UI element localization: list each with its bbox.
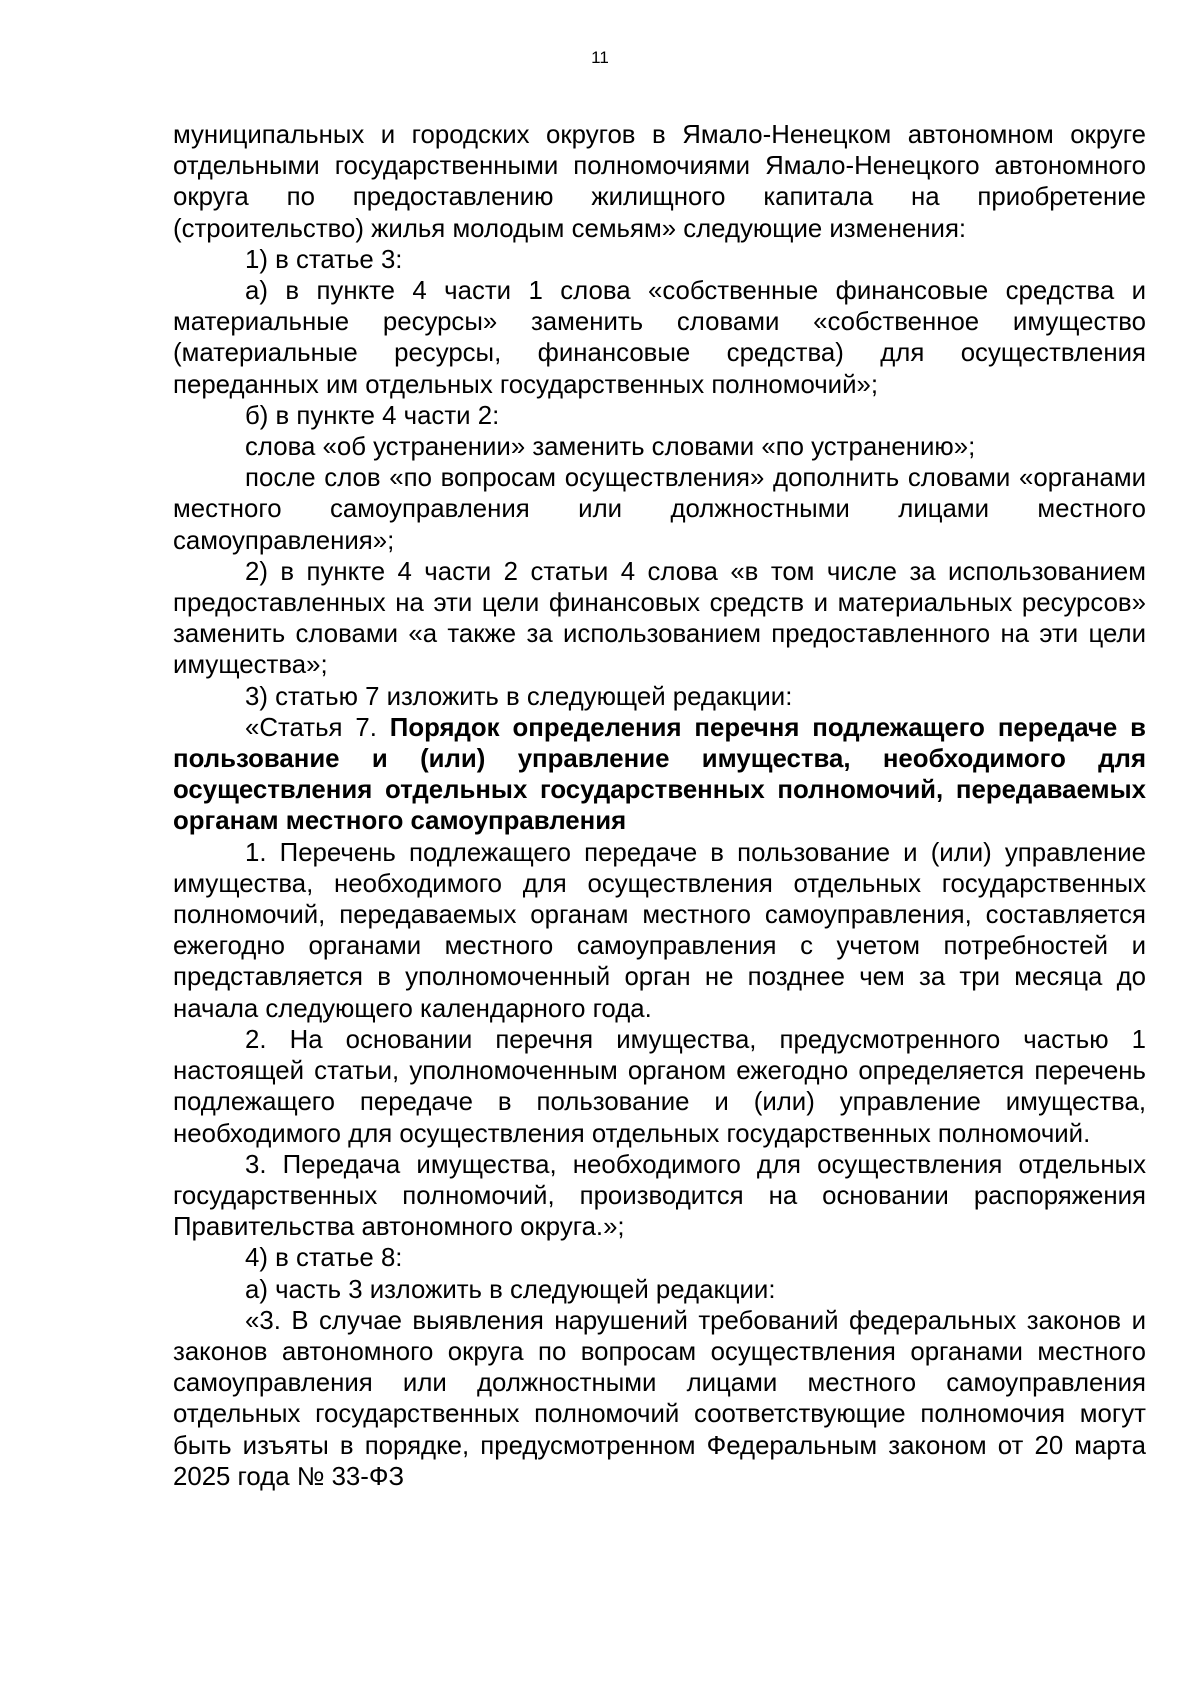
paragraph: а) часть 3 изложить в следующей редакции: [245, 1275, 776, 1304]
paragraph: 4) в статье 8: [245, 1244, 403, 1273]
paragraph: 3) статью 7 изложить в следующей редакции: [245, 682, 793, 711]
document-body [173, 120, 1146, 1493]
article-title: Порядок определения перечня подлежащего передаче в пользование и (или) управление имущества, необходимого для осуществления отдельных государственных полномочий, передаваемых органам местного самоуправления [173, 713, 1146, 836]
paragraph: 1. Перечень подлежащего передаче в пользование и (или) управление имущества, необходимого для осуществления отдельных государственных полномочий, передаваемых органам местного самоуправления, составляется ежегодно органами местного самоуправления с учетом потребностей и представляется в уполномоченный орган не позднее чем за три месяца до начала следующего календарного года. [173, 838, 1146, 1023]
paragraph: б) в пункте 4 части 2: [245, 401, 500, 430]
paragraph: слова «об устранении» заменить словами «по устранению»; [245, 433, 976, 462]
article-heading [173, 713, 1146, 838]
paragraph: «3. В случае выявления нарушений требований федеральных законов и законов автономного округа по вопросам осуществления органами местного самоуправления или должностными лицами местного самоуправления отдельных государственных полномочий соответствующие полномочия могут быть изъяты в порядке, предусмотренном Федеральным законом от 20 марта 2025 года № 33-ФЗ [173, 1306, 1146, 1491]
paragraph: а) в пункте 4 части 1 слова «собственные финансовые средства и материальные ресурсы» заменить словами «собственное имущество (материальные ресурсы, финансовые средства) для осуществления переданных им отдельных государственных полномочий»; [173, 277, 1146, 399]
article-prefix: «Статья 7. [245, 713, 390, 742]
paragraph: 2) в пункте 4 части 2 статьи 4 слова «в том числе за использованием предоставленных на эти цели финансовых средств и материальных ресурсов» заменить словами «а также за использованием предоставленного на эти цели имущества»; [173, 557, 1146, 680]
paragraph: 2. На основании перечня имущества, предусмотренного частью 1 настоящей статьи, уполномоченным органом ежегодно определяется перечень подлежащего передаче в пользование и (или) управление имущества, необходимого для осуществления отдельных государственных полномочий. [173, 1025, 1146, 1148]
paragraph: 1) в статье 3: [245, 245, 403, 274]
page-number: 11 [591, 48, 609, 67]
paragraph: 3. Передача имущества, необходимого для осуществления отдельных государственных полномочий, производится на основании распоряжения Правительства автономного округа.»; [173, 1150, 1146, 1242]
paragraph: после слов «по вопросам осуществления» дополнить словами «органами местного самоуправления или должностными лицами местного самоуправления»; [173, 464, 1146, 555]
paragraph: муниципальных и городских округов в Ямало-Ненецком автономном округе отдельными государственными полномочиями Ямало-Ненецкого автономного округа по предоставлению жилищного капитала на приобретение (строительство) жилья молодым семьям» следующие изменения: [173, 121, 1146, 243]
